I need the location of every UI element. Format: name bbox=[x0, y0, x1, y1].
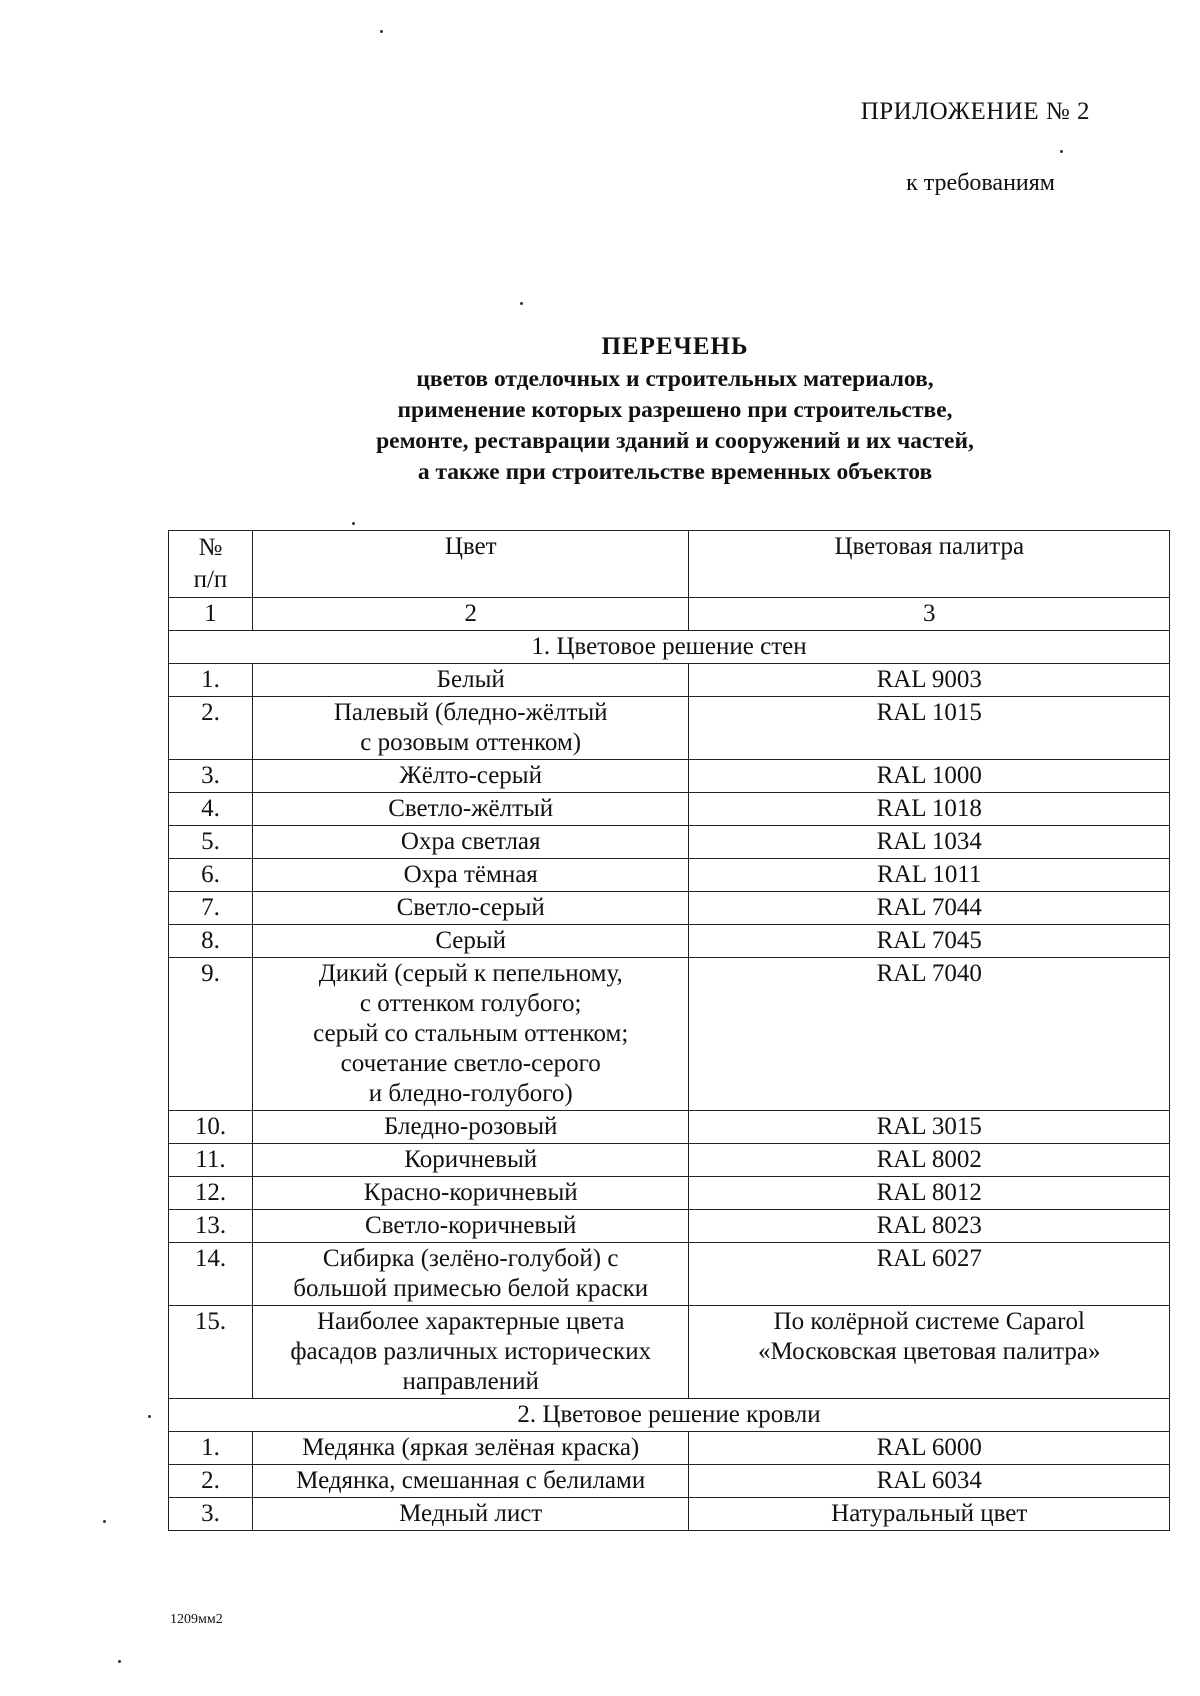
row-number: 15. bbox=[169, 1306, 253, 1399]
row-number: 1. bbox=[169, 1432, 253, 1465]
row-number: 14. bbox=[169, 1243, 253, 1306]
row-number: 3. bbox=[169, 760, 253, 793]
row-palette bbox=[689, 859, 1170, 892]
palette-line: RAL 1000 bbox=[876, 762, 982, 789]
row-palette bbox=[689, 760, 1170, 793]
row-color bbox=[252, 958, 689, 1111]
color-line: с оттенком голубого; bbox=[359, 990, 582, 1017]
row-palette bbox=[689, 1210, 1170, 1243]
row-number: 10. bbox=[169, 1111, 253, 1144]
scan-speck bbox=[103, 1520, 106, 1523]
column-numbers-row bbox=[169, 598, 1170, 631]
row-palette bbox=[689, 1465, 1170, 1498]
palette-line: RAL 8002 bbox=[876, 1146, 982, 1173]
palette-line: RAL 9003 bbox=[876, 666, 982, 693]
palette-line: По колёрной системе Caparol bbox=[773, 1308, 1085, 1335]
scan-speck bbox=[1060, 150, 1063, 153]
appendix-title: ПРИЛОЖЕНИЕ № 2 bbox=[860, 98, 1090, 125]
heading-line: а также при строительстве временных объектов bbox=[417, 459, 933, 485]
palette-line: RAL 7040 bbox=[876, 960, 982, 987]
row-palette bbox=[689, 1498, 1170, 1531]
color-line: Белый bbox=[436, 666, 505, 693]
row-number: 12. bbox=[169, 1177, 253, 1210]
row-color bbox=[252, 760, 689, 793]
palette-line: RAL 7044 bbox=[876, 894, 982, 921]
color-line: Сибирка (зелёно-голубой) с bbox=[322, 1245, 619, 1272]
table-row bbox=[169, 1498, 1170, 1531]
row-number: 13. bbox=[169, 1210, 253, 1243]
color-line: Медянка (яркая зелёная краска) bbox=[302, 1434, 640, 1461]
table-row bbox=[169, 826, 1170, 859]
row-palette bbox=[689, 826, 1170, 859]
section-title: 1. Цветовое решение стен bbox=[169, 631, 1170, 664]
color-line: Жёлто-серый bbox=[399, 762, 542, 789]
color-line: с розовым оттенком) bbox=[360, 729, 582, 756]
row-palette bbox=[689, 1243, 1170, 1306]
table-row bbox=[169, 925, 1170, 958]
row-palette bbox=[689, 793, 1170, 826]
row-number: 2. bbox=[169, 697, 253, 760]
row-color bbox=[252, 697, 689, 760]
row-palette bbox=[689, 1432, 1170, 1465]
color-line: Бледно-розовый bbox=[384, 1113, 558, 1140]
row-palette bbox=[689, 1144, 1170, 1177]
palette-line: RAL 1011 bbox=[877, 861, 982, 888]
row-color bbox=[252, 1432, 689, 1465]
color-line: сочетание светло-серого bbox=[340, 1050, 601, 1077]
row-color bbox=[252, 1111, 689, 1144]
column-number: 2 bbox=[252, 598, 689, 631]
table-row bbox=[169, 1465, 1170, 1498]
scan-speck bbox=[148, 1415, 151, 1418]
row-number: 4. bbox=[169, 793, 253, 826]
table-row bbox=[169, 892, 1170, 925]
color-line: Медянка, смешанная с белилами bbox=[296, 1467, 646, 1494]
scan-speck bbox=[520, 302, 523, 305]
heading-line: ремонте, реставрации зданий и сооружений и их частей, bbox=[376, 428, 974, 454]
table-row bbox=[169, 760, 1170, 793]
palette-line: «Московская цветовая палитра» bbox=[757, 1338, 1101, 1365]
color-line: направлений bbox=[402, 1368, 539, 1395]
palette-line: RAL 3015 bbox=[876, 1113, 982, 1140]
row-number: 1. bbox=[169, 664, 253, 697]
row-palette bbox=[689, 1111, 1170, 1144]
row-color bbox=[252, 793, 689, 826]
palette-line: Натуральный цвет bbox=[831, 1500, 1028, 1527]
row-palette bbox=[689, 697, 1170, 760]
heading-line: применение которых разрешено при строительстве, bbox=[397, 397, 953, 423]
color-line: Дикий (серый к пепельному, bbox=[318, 960, 623, 987]
header-color: Цвет bbox=[252, 531, 689, 598]
header-number-sign: № bbox=[198, 534, 223, 561]
row-color bbox=[252, 1210, 689, 1243]
color-line: Охра светлая bbox=[400, 828, 541, 855]
row-palette bbox=[689, 1306, 1170, 1399]
row-number: 8. bbox=[169, 925, 253, 958]
table-row bbox=[169, 664, 1170, 697]
document-heading bbox=[0, 330, 1200, 488]
table-row bbox=[169, 1306, 1170, 1399]
header-number-abbr: п/п bbox=[193, 566, 228, 593]
color-line: Медный лист bbox=[399, 1500, 543, 1527]
color-line: фасадов различных исторических bbox=[290, 1338, 652, 1365]
palette-line: RAL 7045 bbox=[876, 927, 982, 954]
color-line: Красно-коричневый bbox=[363, 1179, 578, 1206]
heading-line: цветов отделочных и строительных материалов, bbox=[416, 366, 934, 392]
table-row bbox=[169, 1210, 1170, 1243]
row-color bbox=[252, 1465, 689, 1498]
table-row bbox=[169, 1432, 1170, 1465]
heading-main: ПЕРЕЧЕНЬ bbox=[601, 333, 749, 360]
row-number: 11. bbox=[169, 1144, 253, 1177]
color-line: серый со стальным оттенком; bbox=[313, 1020, 629, 1047]
section-title-row bbox=[169, 631, 1170, 664]
palette-line: RAL 6034 bbox=[876, 1467, 982, 1494]
color-line: большой примесью белой краски bbox=[293, 1275, 649, 1302]
row-number: 5. bbox=[169, 826, 253, 859]
color-line: Светло-серый bbox=[396, 894, 545, 921]
table-row bbox=[169, 1177, 1170, 1210]
color-line: Серый bbox=[435, 927, 507, 954]
row-number: 7. bbox=[169, 892, 253, 925]
color-line: и бледно-голубого) bbox=[368, 1080, 573, 1107]
row-color bbox=[252, 1177, 689, 1210]
row-color bbox=[252, 1306, 689, 1399]
row-number: 2. bbox=[169, 1465, 253, 1498]
palette-line: RAL 1034 bbox=[876, 828, 982, 855]
color-line: Светло-жёлтый bbox=[388, 795, 554, 822]
row-color bbox=[252, 925, 689, 958]
row-palette bbox=[689, 892, 1170, 925]
table-row bbox=[169, 1243, 1170, 1306]
row-palette bbox=[689, 925, 1170, 958]
row-number: 3. bbox=[169, 1498, 253, 1531]
palette-line: RAL 1015 bbox=[876, 699, 982, 726]
row-color bbox=[252, 892, 689, 925]
column-number: 1 bbox=[169, 598, 253, 631]
color-line: Наиболее характерные цвета bbox=[316, 1308, 625, 1335]
table-row bbox=[169, 1111, 1170, 1144]
row-color bbox=[252, 859, 689, 892]
palette-line: RAL 6027 bbox=[876, 1245, 982, 1272]
table-row bbox=[169, 697, 1170, 760]
table-row bbox=[169, 1144, 1170, 1177]
table-header-row bbox=[169, 531, 1170, 598]
color-line: Палевый (бледно-жёлтый bbox=[333, 699, 608, 726]
row-palette bbox=[689, 1177, 1170, 1210]
color-line: Светло-коричневый bbox=[365, 1212, 577, 1239]
palette-line: RAL 1018 bbox=[876, 795, 982, 822]
row-color bbox=[252, 664, 689, 697]
header-number bbox=[169, 531, 253, 598]
colors-table bbox=[168, 530, 1170, 1531]
palette-line: RAL 8023 bbox=[876, 1212, 982, 1239]
row-color bbox=[252, 1144, 689, 1177]
color-line: Охра тёмная bbox=[403, 861, 538, 888]
row-color bbox=[252, 1243, 689, 1306]
scan-speck bbox=[118, 1660, 121, 1663]
document-code: 1209мм2 bbox=[170, 1612, 223, 1627]
table-row bbox=[169, 958, 1170, 1111]
scan-speck bbox=[380, 30, 383, 33]
row-color bbox=[252, 826, 689, 859]
row-palette bbox=[689, 958, 1170, 1111]
row-number: 9. bbox=[169, 958, 253, 1111]
row-palette bbox=[689, 664, 1170, 697]
scan-speck bbox=[352, 522, 355, 525]
palette-line: RAL 6000 bbox=[876, 1434, 982, 1461]
table-row bbox=[169, 859, 1170, 892]
section-title-row bbox=[169, 1399, 1170, 1432]
appendix-subtitle: к требованиям bbox=[906, 170, 1055, 196]
row-color bbox=[252, 1498, 689, 1531]
header-palette: Цветовая палитра bbox=[689, 531, 1170, 598]
row-number: 6. bbox=[169, 859, 253, 892]
palette-line: RAL 8012 bbox=[876, 1179, 982, 1206]
column-number: 3 bbox=[689, 598, 1170, 631]
section-title: 2. Цветовое решение кровли bbox=[169, 1399, 1170, 1432]
color-line: Коричневый bbox=[404, 1146, 538, 1173]
table-row bbox=[169, 793, 1170, 826]
